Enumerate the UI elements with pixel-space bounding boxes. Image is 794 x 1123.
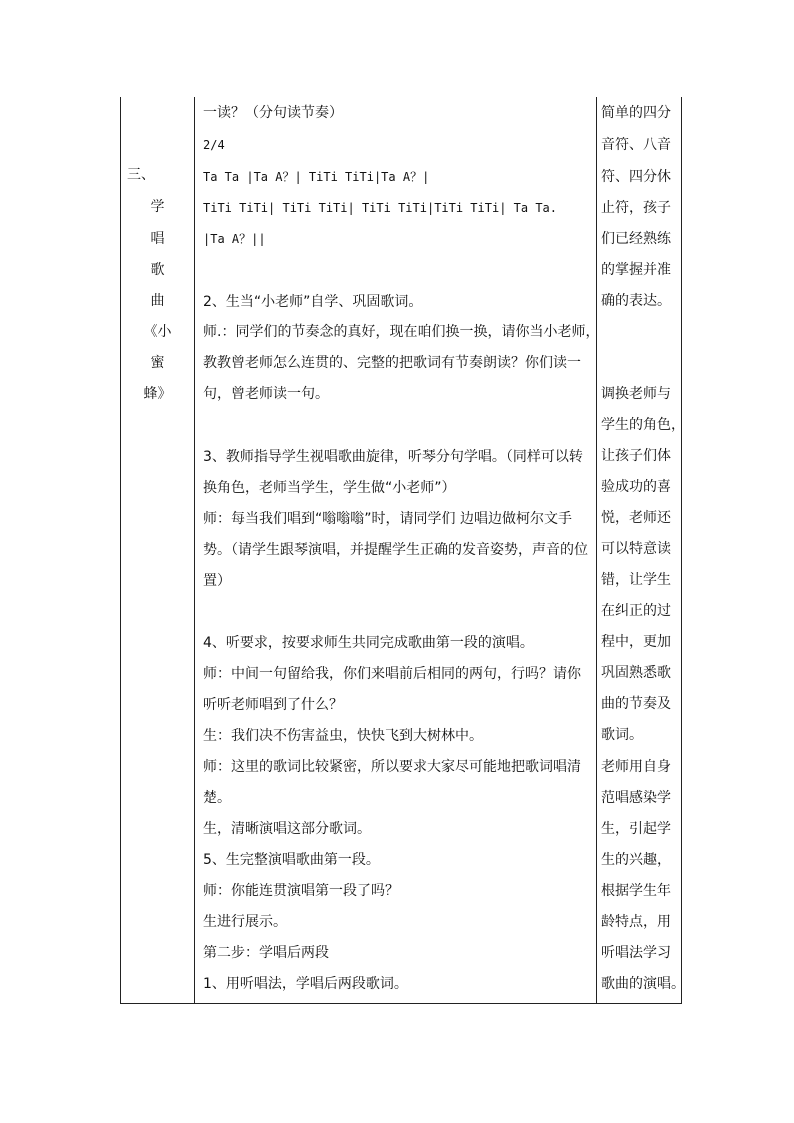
content-line: 3、教师指导学生视唱歌曲旋律，听琴分句学唱。（同样可以转 bbox=[203, 449, 583, 465]
note-line: 验成功的喜 bbox=[601, 479, 671, 495]
rhythm-line: |Ta A？|| bbox=[203, 232, 266, 246]
section-title-char: 蜜 bbox=[150, 355, 165, 371]
content-line: 楚。 bbox=[203, 790, 231, 806]
content-line: 换角色，老师当学生，学生做“小老师”） bbox=[203, 480, 456, 496]
content-line: 师：这里的歌词比较紧密，所以要求大家尽可能地把歌词唱清 bbox=[203, 759, 581, 775]
section-title-char: 曲 bbox=[150, 293, 165, 309]
section-title-char: 学 bbox=[150, 199, 165, 215]
content-line: 教教曾老师怎么连贯的、完整的把歌词有节奏朗读？你们读一 bbox=[203, 355, 581, 371]
note-line: 止符，孩子 bbox=[601, 200, 671, 216]
note-line: 调换老师与 bbox=[601, 386, 671, 402]
content-line: 第二步：学唱后两段 bbox=[203, 945, 329, 961]
note-line: 曲的节奏及 bbox=[601, 696, 671, 712]
note-line: 可以特意读 bbox=[601, 541, 671, 557]
column-divider bbox=[596, 97, 597, 1003]
note-line: 范唱感染学 bbox=[601, 790, 671, 806]
rhythm-line: Ta Ta |Ta A？| TiTi TiTi|Ta A？| bbox=[203, 170, 430, 184]
section-title-char: 蜂》 bbox=[143, 386, 172, 402]
note-line: 符、四分休 bbox=[601, 169, 671, 185]
rhythm-line: TiTi TiTi| TiTi TiTi| TiTi TiTi|TiTi TiTi| Ta Ta. bbox=[203, 201, 558, 215]
note-line: 让孩子们体 bbox=[601, 448, 671, 464]
content-line: 置） bbox=[203, 573, 231, 589]
section-title-char: 三、 bbox=[127, 167, 155, 183]
note-line: 简单的四分 bbox=[601, 105, 671, 121]
note-line: 生，引起学 bbox=[601, 821, 671, 837]
section-title-char: 歌 bbox=[150, 262, 165, 278]
section-title-char: 唱 bbox=[150, 231, 165, 247]
note-line: 根据学生年 bbox=[601, 883, 671, 899]
column-divider bbox=[194, 97, 195, 1003]
note-line: 的掌握并准 bbox=[601, 262, 671, 278]
note-line: 歌曲的演唱。 bbox=[601, 976, 685, 992]
content-line: 2/4 bbox=[203, 138, 225, 152]
section-title-char: 《小 bbox=[143, 324, 172, 340]
note-line: 龄特点，用 bbox=[601, 914, 671, 930]
note-line: 音符、八音 bbox=[601, 137, 671, 153]
content-line: 师：中间一句留给我，你们来唱前后相同的两句，行吗？请你 bbox=[203, 666, 581, 682]
content-line: 1、用听唱法，学唱后两段歌词。 bbox=[203, 976, 408, 992]
note-line: 确的表达。 bbox=[601, 293, 671, 309]
content-line: 听听老师唱到了什么？ bbox=[203, 697, 343, 713]
note-line: 歌词。 bbox=[601, 727, 643, 743]
note-line: 巩固熟悉歌 bbox=[601, 665, 671, 681]
lesson-plan-table bbox=[120, 97, 685, 1004]
content-line: 生，清晰演唱这部分歌词。 bbox=[203, 821, 371, 837]
note-line: 老师用自身 bbox=[601, 759, 671, 775]
note-line: 们已经熟练 bbox=[601, 231, 671, 247]
note-line: 错，让学生 bbox=[601, 572, 671, 588]
content-line: 句，曾老师读一句。 bbox=[203, 386, 329, 402]
content-line: 2、生当“小老师”自学、巩固歌词。 bbox=[203, 294, 423, 310]
content-line: 生进行展示。 bbox=[203, 914, 287, 930]
note-line: 悦，老师还 bbox=[601, 510, 671, 526]
note-line: 程中，更加 bbox=[601, 634, 671, 650]
content-line: 师.：同学们的节奏念的真好，现在咱们换一换，请你当小老师， bbox=[203, 324, 600, 340]
note-line: 生的兴趣， bbox=[601, 852, 671, 868]
content-line: 生：我们决不伤害益虫，快快飞到大树林中。 bbox=[203, 728, 483, 744]
content-line: 5、生完整演唱歌曲第一段。 bbox=[203, 852, 380, 868]
content-line: 势。（请学生跟琴演唱，并提醒学生正确的发音姿势，声音的位 bbox=[203, 542, 588, 558]
note-line: 在纠正的过 bbox=[601, 603, 671, 619]
content-line: 师：你能连贯演唱第一段了吗？ bbox=[203, 883, 399, 899]
content-line: 一读？（分句读节奏） bbox=[203, 105, 343, 121]
note-line: 学生的角色， bbox=[601, 417, 685, 433]
content-line: 师：每当我们唱到“嗡嗡嗡”时，请同学们 边唱边做柯尔文手 bbox=[203, 511, 572, 527]
content-line: 4、听要求，按要求师生共同完成歌曲第一段的演唱。 bbox=[203, 635, 534, 651]
note-line: 听唱法学习 bbox=[601, 945, 671, 961]
